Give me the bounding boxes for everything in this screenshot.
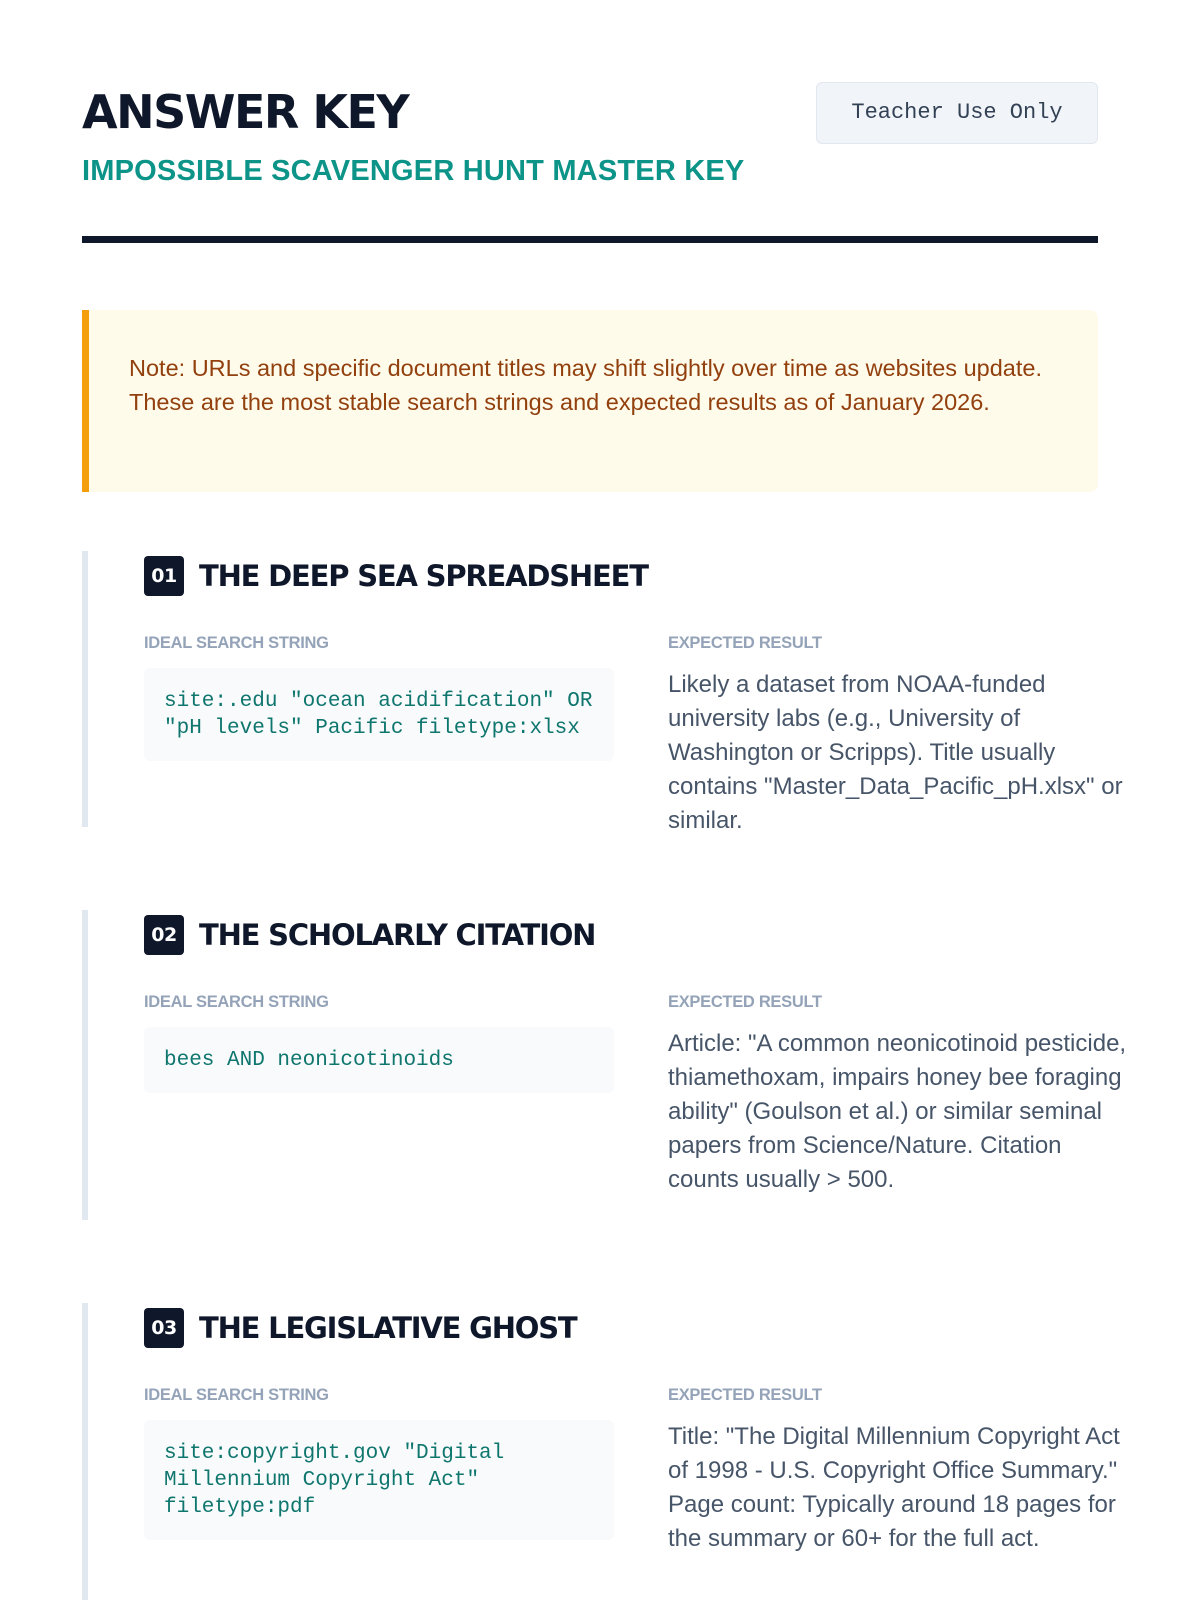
search-string-code [144, 668, 614, 761]
page-title: ANSWER KEY [82, 85, 409, 139]
expected-result-label: EXPECTED RESULT [668, 634, 822, 652]
search-string-label: IDEAL SEARCH STRING [144, 1386, 329, 1404]
note-text: Note: URLs and specific document titles may shift slightly over time as websites update. These are the most stable search strings and expected results as of January 2026. [129, 355, 1042, 415]
search-string-code [144, 1027, 614, 1093]
expected-result-label: EXPECTED RESULT [668, 1386, 822, 1404]
section-heading [144, 1308, 577, 1348]
section-heading [144, 556, 648, 596]
section-number-badge: 02 [144, 915, 184, 955]
page-header [82, 0, 1098, 244]
note-callout [82, 310, 1098, 492]
search-string-label: IDEAL SEARCH STRING [144, 993, 329, 1011]
section-legislative-ghost [82, 1303, 1120, 1600]
section-title: THE DEEP SEA SPREADSHEET [199, 559, 648, 593]
section-number-badge: 01 [144, 556, 184, 596]
section-deep-sea-spreadsheet [82, 551, 1123, 834]
section-scholarly-citation [82, 910, 1127, 1220]
expected-result-label: EXPECTED RESULT [668, 993, 822, 1011]
section-title: THE SCHOLARLY CITATION [199, 918, 596, 952]
expected-result-text: Likely a dataset from NOAA-funded university labs (e.g., University of Washington or Scripps). Title usually contains "Master_Data_Pacific_pH.xlsx" or similar. [668, 671, 1123, 834]
header-divider [82, 236, 1098, 243]
section-title: THE LEGISLATIVE GHOST [199, 1311, 577, 1345]
search-string-text: site:.edu "ocean acidification" OR "pH levels" Pacific filetype:xlsx [164, 690, 593, 740]
section-heading [144, 915, 595, 955]
page-subtitle: IMPOSSIBLE SCAVENGER HUNT MASTER KEY [82, 155, 745, 187]
search-string-text: bees AND neonicotinoids [164, 1049, 454, 1072]
search-string-code [144, 1420, 614, 1540]
expected-result-text: Article: "A common neonicotinoid pesticide, thiamethoxam, impairs honey bee foraging ability" (Goulson et al.) or similar seminal papers from Science/Nature. Citation counts usually > 500. [668, 1030, 1127, 1193]
search-string-text: site:copyright.gov "Digital Millennium Copyright Act" filetype:pdf [164, 1442, 505, 1519]
search-string-label: IDEAL SEARCH STRING [144, 634, 329, 652]
expected-result-text: Title: "The Digital Millennium Copyright Act of 1998 - U.S. Copyright Office Summary." Page count: Typically around 18 pages for the summary or 60+ for the full act. [668, 1423, 1120, 1552]
section-number-badge: 03 [144, 1308, 184, 1348]
teacher-use-badge: Teacher Use Only [816, 82, 1098, 144]
